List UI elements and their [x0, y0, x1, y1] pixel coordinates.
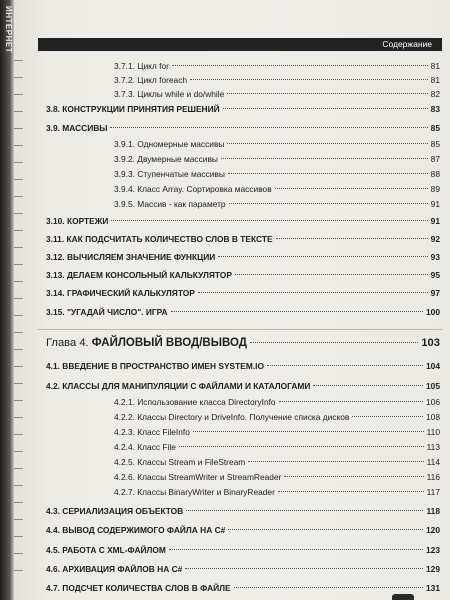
toc-entry-title: 4.3. СЕРИАЛИЗАЦИЯ ОБЪЕКТОВ [46, 506, 184, 516]
dot-leader [185, 567, 423, 569]
toc-entry-title: 4.2.7. Классы BinaryWriter и BinaryReader [114, 487, 275, 497]
toc-entry-title: 3.7.2. Цикл foreach [114, 75, 188, 85]
toc-page-number: 104 [426, 361, 440, 371]
toc-entry-title: 4.2.6. Классы StreamWriter и StreamReader [114, 472, 282, 482]
dot-leader [111, 219, 427, 221]
toc-subsection [114, 75, 440, 85]
toc-section [46, 252, 440, 262]
toc-entry-title: 3.7.1. Цикл for [114, 61, 169, 71]
dot-leader [276, 237, 428, 239]
header-title: Содержание [382, 39, 432, 49]
dot-leader [190, 78, 428, 80]
dot-leader [198, 291, 428, 293]
toc-subsection [114, 61, 440, 71]
toc-subsection [114, 427, 440, 437]
toc-chapter [46, 337, 440, 349]
page-corner-mark [392, 594, 414, 600]
toc-subsection [114, 199, 440, 209]
toc-section [46, 525, 440, 535]
toc-entry-title [46, 337, 247, 349]
dot-leader [228, 528, 423, 530]
dot-leader [227, 92, 427, 94]
toc-page-number: 92 [430, 234, 440, 244]
toc-entry-title: 3.9.1. Одномерные массивы [114, 139, 225, 149]
toc-page-number: 116 [426, 472, 440, 482]
toc-subsection [114, 472, 440, 482]
toc-page-number: 93 [430, 252, 440, 262]
dot-leader [179, 445, 424, 447]
toc-page-number: 91 [430, 216, 440, 226]
toc-subsection [114, 397, 440, 407]
toc-page-number: 81 [430, 61, 440, 71]
toc-page-number: 105 [426, 381, 440, 391]
dot-leader [250, 341, 418, 343]
dot-leader [221, 157, 428, 159]
toc-page-number: 131 [426, 583, 440, 593]
toc-entry-title: 3.9.3. Ступенчатые массивы [114, 169, 225, 179]
toc-section [46, 104, 440, 114]
toc-entry-title: 4.7. ПОДСЧЕТ КОЛИЧЕСТВА СЛОВ В ФАЙЛЕ [46, 583, 231, 593]
toc-entry-title: 3.9.5. Массив - как параметр [114, 199, 226, 209]
toc-subsection [114, 169, 440, 179]
toc-entry-title: 4.2.2. Классы Directory и DriveInfo. Получение списка дисков [114, 412, 350, 422]
toc-subsection [114, 442, 440, 452]
dot-leader [228, 172, 428, 174]
toc-page-number: 106 [426, 397, 440, 407]
toc-section [46, 307, 440, 317]
toc-section [46, 583, 440, 593]
chapter-title: ФАЙЛОВЫЙ ВВОД/ВЫВОД [91, 337, 247, 349]
toc-entry-title: 4.5. РАБОТА С XML-ФАЙЛОМ [46, 545, 166, 555]
toc-page-number: 110 [426, 427, 440, 437]
dot-leader [223, 107, 428, 109]
toc-entry-title: 3.10. КОРТЕЖИ [46, 216, 109, 226]
dot-leader [171, 310, 424, 312]
toc-page-number: 97 [430, 288, 440, 298]
toc-entry-title: 3.9.2. Двумерные массивы [114, 154, 218, 164]
dot-leader [352, 415, 423, 417]
dot-leader [248, 460, 423, 462]
dot-leader [234, 586, 423, 588]
toc-entry-title: 4.2.4. Класс File [114, 442, 176, 452]
toc-section [46, 288, 440, 298]
toc-entry-title: 4.2.5. Классы Stream и FileStream [114, 457, 246, 467]
toc-page-number: 87 [430, 154, 440, 164]
toc-section [46, 381, 440, 391]
toc-subsection [114, 154, 440, 164]
toc-entry-title: 3.8. КОНСТРУКЦИИ ПРИНЯТИЯ РЕШЕНИЙ [46, 104, 220, 114]
toc-subsection [114, 184, 440, 194]
toc-entry-title: 4.6. АРХИВАЦИЯ ФАЙЛОВ НА C# [46, 564, 183, 574]
toc-entry-title: 4.2.3. Класс FileInfo [114, 427, 190, 437]
toc-section [46, 506, 440, 516]
dot-leader [186, 509, 423, 511]
toc-page-number: 103 [421, 337, 440, 349]
dot-leader [227, 142, 427, 144]
toc-page-number: 89 [430, 184, 440, 194]
toc-page-number: 82 [430, 89, 440, 99]
toc-entry-title: 3.13. ДЕЛАЕМ КОНСОЛЬНЫЙ КАЛЬКУЛЯТОР [46, 270, 232, 280]
dot-leader [169, 548, 423, 550]
toc-entry-title: 3.9.4. Класс Array. Сортировка массивов [114, 184, 272, 194]
dot-leader [313, 384, 423, 386]
toc-page-number: 118 [426, 506, 440, 516]
chapter-prefix: Глава 4. [46, 337, 92, 349]
spine-text: ИНТЕРНЕТ [4, 6, 13, 54]
toc-page-number: 113 [426, 442, 440, 452]
toc-entry-title: 3.9. МАССИВЫ [46, 123, 108, 133]
toc-page-number: 85 [430, 139, 440, 149]
running-header [38, 38, 442, 51]
toc-entry-title: 3.15. "УГАДАЙ ЧИСЛО". ИГРА [46, 307, 168, 317]
toc-subsection [114, 487, 440, 497]
toc-page-number: 81 [430, 75, 440, 85]
toc-page-number: 123 [426, 545, 440, 555]
page-edge-marks [14, 60, 26, 587]
dot-leader [278, 490, 424, 492]
toc-page-number: 117 [426, 487, 440, 497]
dot-leader [275, 187, 428, 189]
toc-section [46, 564, 440, 574]
dot-leader [110, 126, 427, 128]
toc-page-number: 91 [430, 199, 440, 209]
toc-page-number: 85 [430, 123, 440, 133]
dot-leader [172, 64, 428, 66]
toc-section [46, 216, 440, 226]
toc-page-number: 114 [426, 457, 440, 467]
toc-entry-title: 3.12. ВЫЧИСЛЯЕМ ЗНАЧЕНИЕ ФУНКЦИИ [46, 252, 216, 262]
toc-subsection [114, 139, 440, 149]
toc-page-number: 95 [430, 270, 440, 280]
toc-page-number: 88 [430, 169, 440, 179]
toc-entry-title: 4.4. ВЫВОД СОДЕРЖИМОГО ФАЙЛА НА C# [46, 525, 226, 535]
toc-page-number: 108 [426, 412, 440, 422]
toc-subsection [114, 89, 440, 99]
toc-entry-title: 4.2.1. Использование класса DirectoryInfo [114, 397, 276, 407]
dot-leader [279, 400, 423, 402]
book-page [14, 0, 450, 600]
book-spine [0, 0, 14, 600]
toc-page-number: 129 [426, 564, 440, 574]
toc-section [46, 361, 440, 371]
dot-leader [267, 364, 423, 366]
dot-leader [284, 475, 423, 477]
dot-leader [235, 273, 428, 275]
toc-entry-title: 3.11. КАК ПОДСЧИТАТЬ КОЛИЧЕСТВО СЛОВ В ТЕКСТЕ [46, 234, 273, 244]
toc-entry-title: 4.2. КЛАССЫ ДЛЯ МАНИПУЛЯЦИИ С ФАЙЛАМИ И КАТАЛОГАМИ [46, 381, 311, 391]
toc-entry-title: 3.14. ГРАФИЧЕСКИЙ КАЛЬКУЛЯТОР [46, 288, 195, 298]
toc-section [46, 123, 440, 133]
dot-leader [229, 202, 428, 204]
toc-entry-title: 3.7.3. Циклы while и do/while [114, 89, 225, 99]
toc-section [46, 270, 440, 280]
dot-leader [193, 430, 424, 432]
toc-subsection [114, 412, 440, 422]
toc-entry-title: 4.1. ВВЕДЕНИЕ В ПРОСТРАНСТВО ИМЕН SYSTEM.IO [46, 361, 264, 371]
toc-section [46, 234, 440, 244]
toc-page-number: 100 [426, 307, 440, 317]
toc-section [46, 545, 440, 555]
dot-leader [218, 255, 427, 257]
toc-page-number: 83 [430, 104, 440, 114]
chapter-divider [38, 329, 442, 330]
toc-page-number: 120 [426, 525, 440, 535]
toc-subsection [114, 457, 440, 467]
